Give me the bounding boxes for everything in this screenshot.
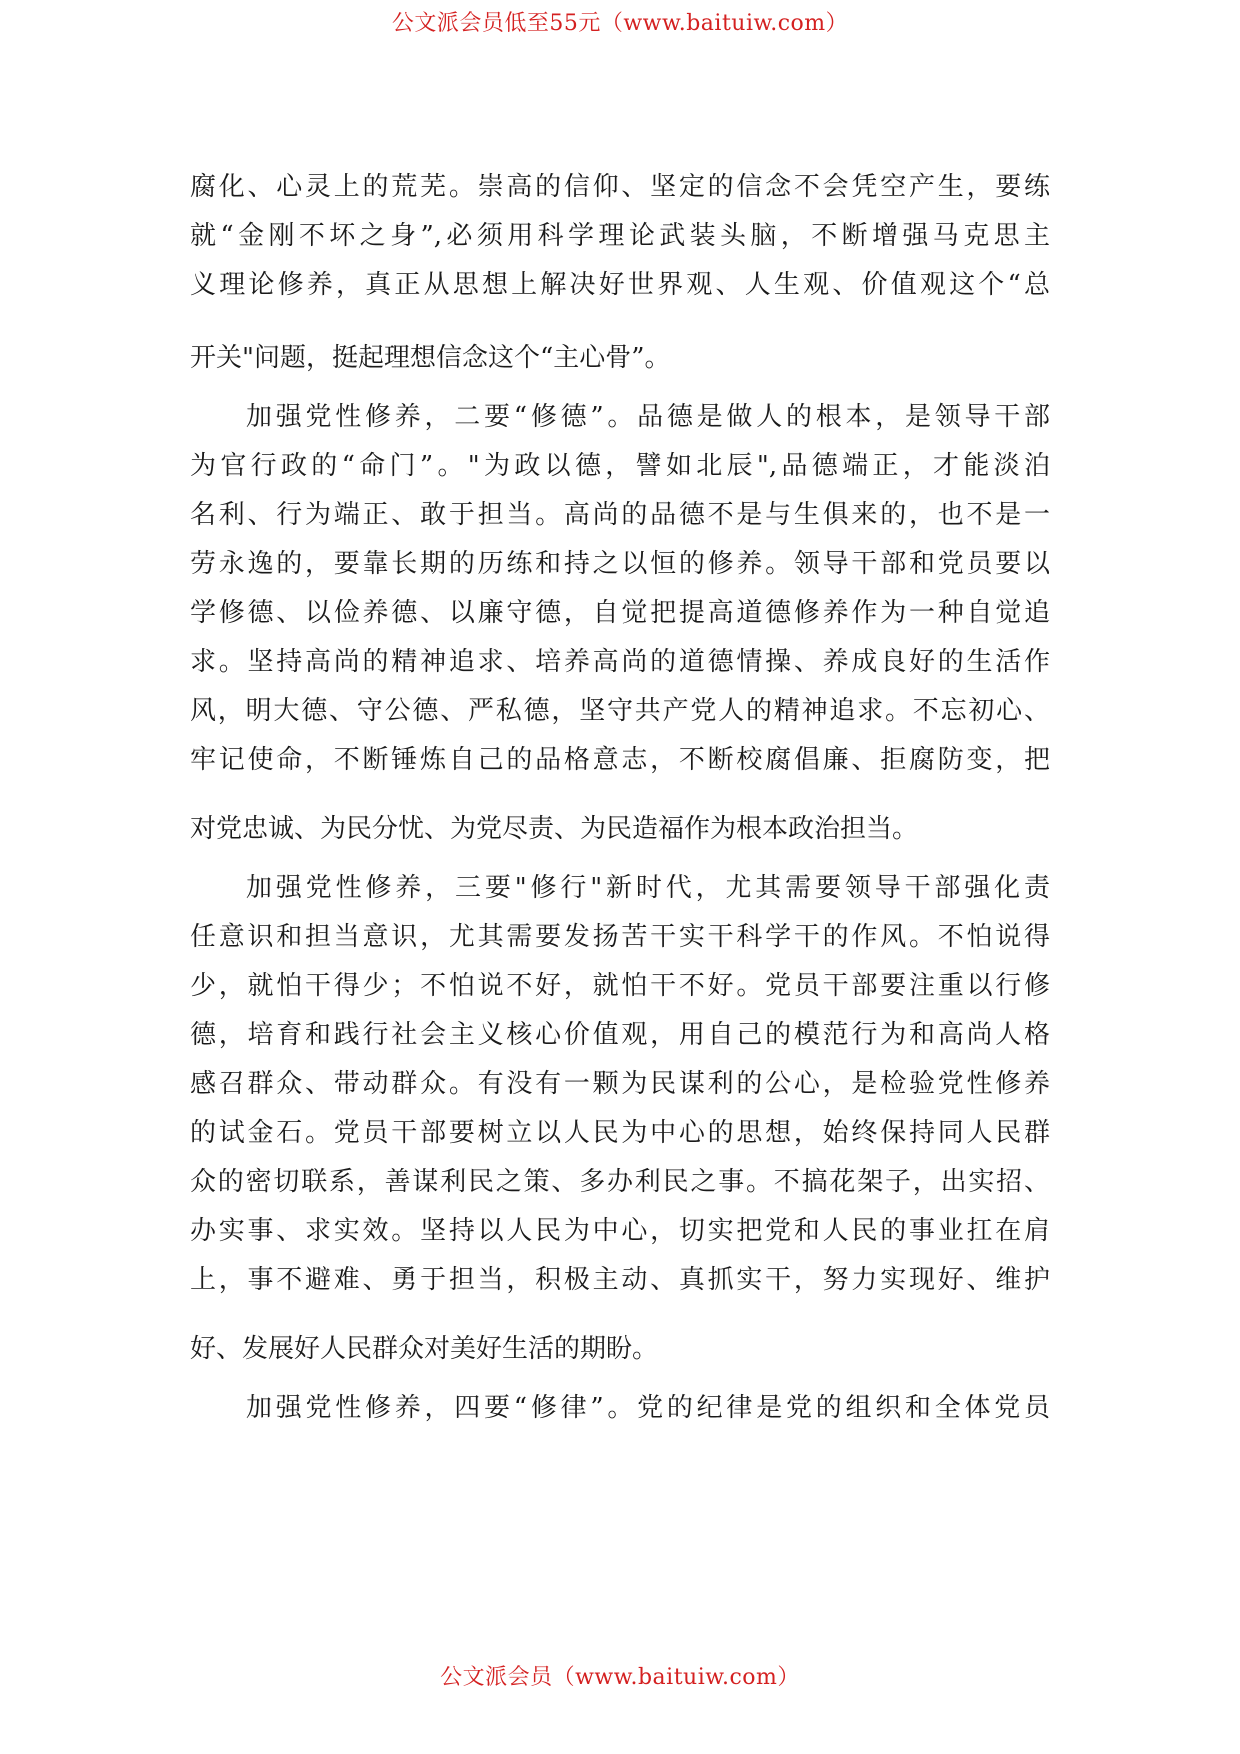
body-line: 办实事、求实效。坚持以人民为中心，切实把党和人民的事业扛在肩 — [190, 1216, 1050, 1246]
body-line: 对党忠诚、为民分忧、为党尽责、为民造福作为根本政治担当。 — [190, 814, 919, 844]
paragraph-first-line: 加强党性修养，二要“修德”。品德是做人的根本，是领导干部 — [246, 402, 1050, 432]
body-line: 学修德、以俭养德、以廉守德，自觉把提高道德修养作为一种自觉追 — [190, 598, 1050, 628]
body-line: 义理论修养，真正从思想上解决好世界观、人生观、价值观这个“总 — [190, 270, 1050, 300]
body-line: 少，就怕干得少；不怕说不好，就怕干不好。党员干部要注重以行修 — [190, 971, 1050, 1001]
body-line: 感召群众、带动群众。有没有一颗为民谋利的公心，是检验党性修养 — [190, 1069, 1050, 1099]
body-line: 就“金刚不坏之身”,必须用科学理论武装头脑，不断增强马克思主 — [190, 221, 1050, 251]
body-line: 劳永逸的，要靠长期的历练和持之以恒的修养。领导干部和党员要以 — [190, 549, 1050, 579]
body-line: 牢记使命，不断锤炼自己的品格意志，不断校腐倡廉、拒腐防变，把 — [190, 745, 1050, 775]
body-line: 风，明大德、守公德、严私德，坚守共产党人的精神追求。不忘初心、 — [190, 696, 1050, 726]
body-line: 众的密切联系，善谋利民之策、多办利民之事。不搞花架子，出实招、 — [190, 1167, 1050, 1197]
paragraph-first-line: 加强党性修养，四要“修律”。党的纪律是党的组织和全体党员 — [246, 1393, 1050, 1423]
body-line: 名利、行为端正、敢于担当。高尚的品德不是与生俱来的，也不是一 — [190, 500, 1050, 530]
body-line: 为官行政的“命门”。"为政以德，譬如北辰",品德端正，才能淡泊 — [190, 451, 1050, 481]
body-line: 开关"问题，挺起理想信念这个“主心骨”。 — [190, 343, 671, 373]
body-line: 任意识和担当意识，尤其需要发扬苦干实干科学干的作风。不怕说得 — [190, 922, 1050, 952]
body-line: 求。坚持高尚的精神追求、培养高尚的道德情操、养成良好的生活作 — [190, 647, 1050, 677]
page-footer: 公文派会员（www.baituiw.com） — [440, 1665, 800, 1690]
body-line: 德，培育和践行社会主义核心价值观，用自己的模范行为和高尚人格 — [190, 1020, 1050, 1050]
body-line: 上，事不避难、勇于担当，积极主动、真抓实干，努力实现好、维护 — [190, 1265, 1050, 1295]
body-line: 的试金石。党员干部要树立以人民为中心的思想，始终保持同人民群 — [190, 1118, 1050, 1148]
body-line: 腐化、心灵上的荒芜。崇高的信仰、坚定的信念不会凭空产生，要练 — [190, 172, 1050, 202]
page-header: 公文派会员低至55元（www.baituiw.com） — [391, 11, 849, 36]
body-line: 好、发展好人民群众对美好生活的期盼。 — [190, 1334, 659, 1364]
paragraph-first-line: 加强党性修养，三要"修行"新时代，尤其需要领导干部强化责 — [246, 873, 1050, 903]
